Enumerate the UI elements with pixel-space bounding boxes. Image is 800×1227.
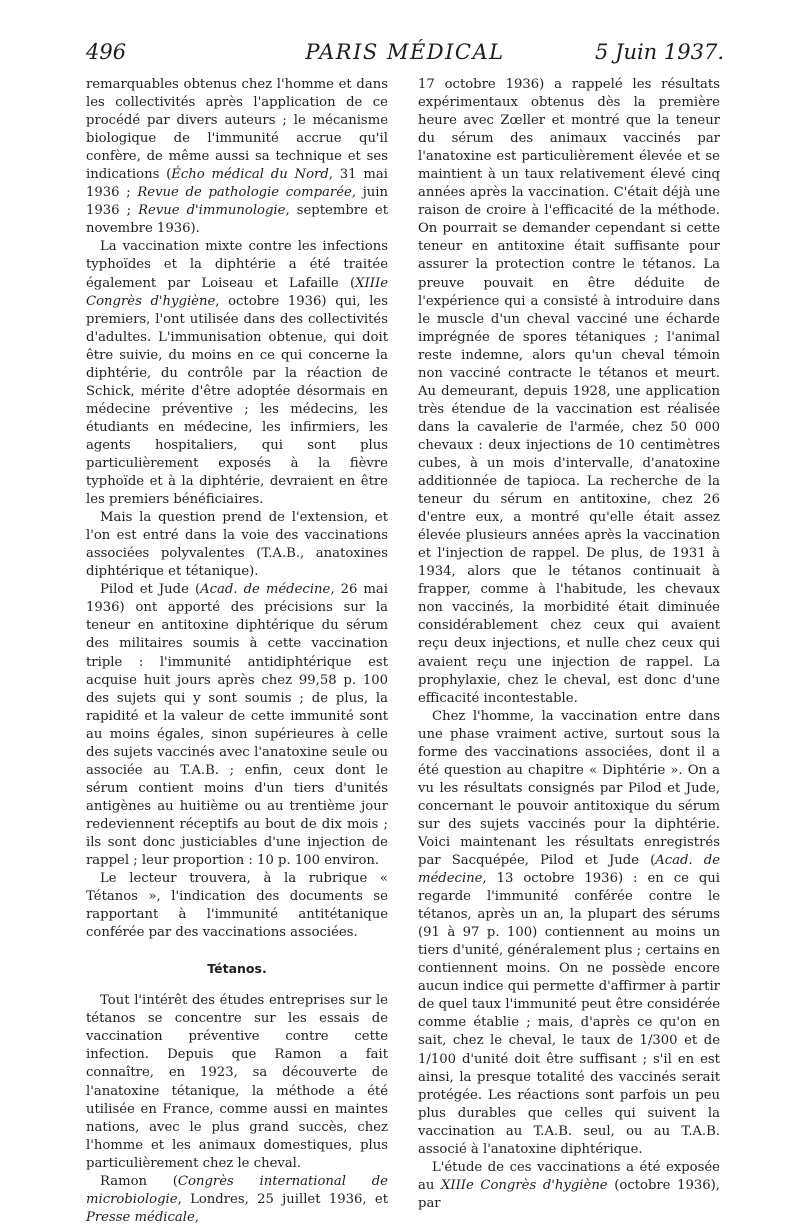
journal-title: PARIS MÉDICAL [305, 40, 505, 64]
italic-citation: Revue d'immunologie [138, 203, 286, 219]
page-number: 496 [86, 40, 127, 64]
italic-citation: Presse médicale [86, 1209, 195, 1225]
paragraph [418, 76, 720, 708]
section-title: Tétanos. [207, 961, 267, 977]
paragraph [418, 1159, 720, 1213]
text-run: L'étude de ces vaccinations a été exposée au [418, 1159, 720, 1193]
text-run: Le lecteur trouvera, à la rubrique « Tétanos », l'indication des documents se rapportant à l'immunité antitétanique conférée par des vaccinations associées. [86, 871, 388, 941]
italic-citation: Écho médical du Nord [171, 167, 329, 183]
paragraph [418, 708, 720, 1159]
text-run: Mais la question prend de l'extension, et l'on est entré dans la voie des vaccinations associées polyvalentes (T.A.B., anatoxines diphtérique et tétanique). [86, 510, 388, 580]
text-run: Chez l'homme, la vaccination entre dans une phase vraiment active, surtout sous la forme des vaccinations associées, dont il a été question au chapitre « Diphtérie ». On a vu les résultats consignés par Pilod et Jude, concernant le pouvoir antitoxique du sérum sur des sujets vaccinés pour la diphtérie. Voici maintenant les résultats enregistrés par Sacquépée, Pilod et Jude ( [418, 708, 720, 869]
left-column [86, 76, 388, 1227]
text-run: La vaccination mixte contre les infections typhoïdes et la diphtérie a été traitée également par Loiseau et Lafaille ( [86, 239, 388, 291]
italic-citation: Acad. de médecine [200, 582, 331, 598]
text-run: (octobre 1936), par [418, 1177, 720, 1211]
paragraph [86, 581, 388, 870]
text-run: , [194, 1209, 199, 1225]
text-run: , septembre et novembre 1936). [86, 203, 389, 237]
running-header [86, 40, 724, 72]
text-run: , Londres, 25 juillet 1936, et [177, 1191, 388, 1207]
italic-citation: XIIIe Congrès d'hygiène [86, 275, 388, 309]
text-run: Tout l'intérêt des études entreprises sur le tétanos se concentre sur les essais de vaccination préventive contre cette infection. Depuis que Ramon a fait connaître, en 1923, sa découverte de l'anatoxine tétanique, la méthode a été utilisée en France, comme aussi en maintes nations, avec le plus grand succès, chez l'homme et les animaux domestiques, plus particulièrement chez le cheval. [86, 993, 388, 1171]
paragraph [86, 870, 388, 942]
italic-citation: Revue de pathologie comparée [137, 185, 352, 201]
italic-citation: XIIIe Congrès d'hygiène [440, 1177, 608, 1193]
right-column [418, 76, 720, 1213]
text-run: Pilod et Jude ( [100, 582, 201, 598]
paragraph [86, 509, 388, 581]
italic-citation: Congrès international de microbiologie [86, 1173, 388, 1207]
paragraph [86, 76, 388, 238]
italic-citation: Acad. de médecine [418, 853, 721, 887]
paragraph [86, 1173, 388, 1227]
paragraph [86, 238, 388, 509]
text-run: , 13 octobre 1936) : en ce qui regarde l'immunité conférée contre le tétanos, après un an, la plupart des sérums (91 à 97 p. 100) contiennent au moins un tiers d'unité, généralement plus ; certains en contiennent moins. On ne possède encore aucun indice qui permette d'affirmer à partir de quel taux l'immunité peut être considérée comme établie ; mais, d'après ce qu'on en sait, chez le cheval, le taux de 1/300 et de 1/100 d'unité doit être suffisant ; s'il en est ainsi, la presque totalité des vaccinés serait protégée. Les réactions sont parfois un peu plus durables que celles qui suivent la vaccination au T.A.B. seul, ou au T.A.B. associé à l'anatoxine diphtérique. [418, 871, 720, 1157]
text-run: Ramon ( [100, 1173, 178, 1189]
text-run: , 26 mai 1936) ont apporté des précisions sur la teneur en antitoxine diphtérique du sérum des militaires soumis à cette vaccination triple : l'immunité antidiphtérique est acquise huit jours après chez 99,58 p. 100 des sujets qui y sont soumis ; de plus, la rapidité et la valeur de cette immunité sont au moins égales, sinon supérieures à celle des sujets vaccinés avec l'anatoxine seule ou associée au T.A.B. ; enfin, ceux dont le sérum contient moins d'un tiers d'unités antigènes au huitième ou au trentième jour redeviennent réceptifs au bout de dix mois ; ils sont donc justiciables d'une injection de rappel ; leur proportion : 10 p. 100 environ. [86, 582, 388, 869]
text-run: , octobre 1936) qui, les premiers, l'ont utilisée dans des collectivités d'adultes. L'immunisation obtenue, qui doit être suivie, du moins en ce qui concerne la diphtérie, du contrôle par la réaction de Schick, mérite d'être adoptée désormais en médecine préventive ; les médecins, les étudiants en médecine, les infirmiers, les agents hospitaliers, qui sont plus particulièrement exposés à la fièvre typhoïde et à la diphtérie, devraient en être les premiers bénéficiaires. [86, 293, 388, 508]
text-run: , juin 1936 ; [86, 185, 388, 219]
text-run: remarquables obtenus chez l'homme et dans les collectivités après l'application de ce procédé par divers auteurs ; le mécanisme biologique de l'immunité accrue qu'il confère, de même aussi sa technique et ses indications ( [86, 77, 388, 183]
issue-date: 5 Juin 1937. [594, 40, 724, 64]
text-run: 17 octobre 1936) a rappelé les résultats expérimentaux obtenus dès la première heure avec Zœller et montré que la teneur du sérum des animaux vaccinés par l'anatoxine est particulièrement élevée et se maintient à un taux relativement élevé cinq années après la vaccination. C'était déjà une raison de croire à l'efficacité de la méthode. On pourrait se demander cependant si cette teneur en antitoxine était suffisante pour assurer la protection contre le tétanos. La preuve pouvait en être déduite de l'expérience qui a consisté à introduire dans le muscle d'un cheval vacciné une écharde imprégnée de spores tétaniques ; l'animal reste indemne, alors qu'un cheval témoin non vacciné contracte le tétanos et meurt. Au demeurant, depuis 1928, une application très étendue de la vaccination est réalisée dans la cavalerie de l'armée, chez 50 000 chevaux : deux injections de 10 centimètres cubes, à un mois d'intervalle, d'anatoxine additionnée de tapioca. La recherche de la teneur du sérum en antitoxine, chez 26 d'entre eux, a montré qu'elle était assez élevée plusieurs années après la vaccination et l'injection de rappel. De plus, de 1931 à 1934, alors que le tétanos continuait à frapper, comme à l'habitude, les chevaux non vaccinés, la morbidité était diminuée considérablement chez ceux qui avaient reçu deux injections, et nulle chez ceux qui avaient reçu une injection de rappel. La prophylaxie, chez le cheval, est donc d'une efficacité incontestable. [418, 77, 720, 706]
text-run: , 31 mai 1936 ; [86, 167, 388, 201]
